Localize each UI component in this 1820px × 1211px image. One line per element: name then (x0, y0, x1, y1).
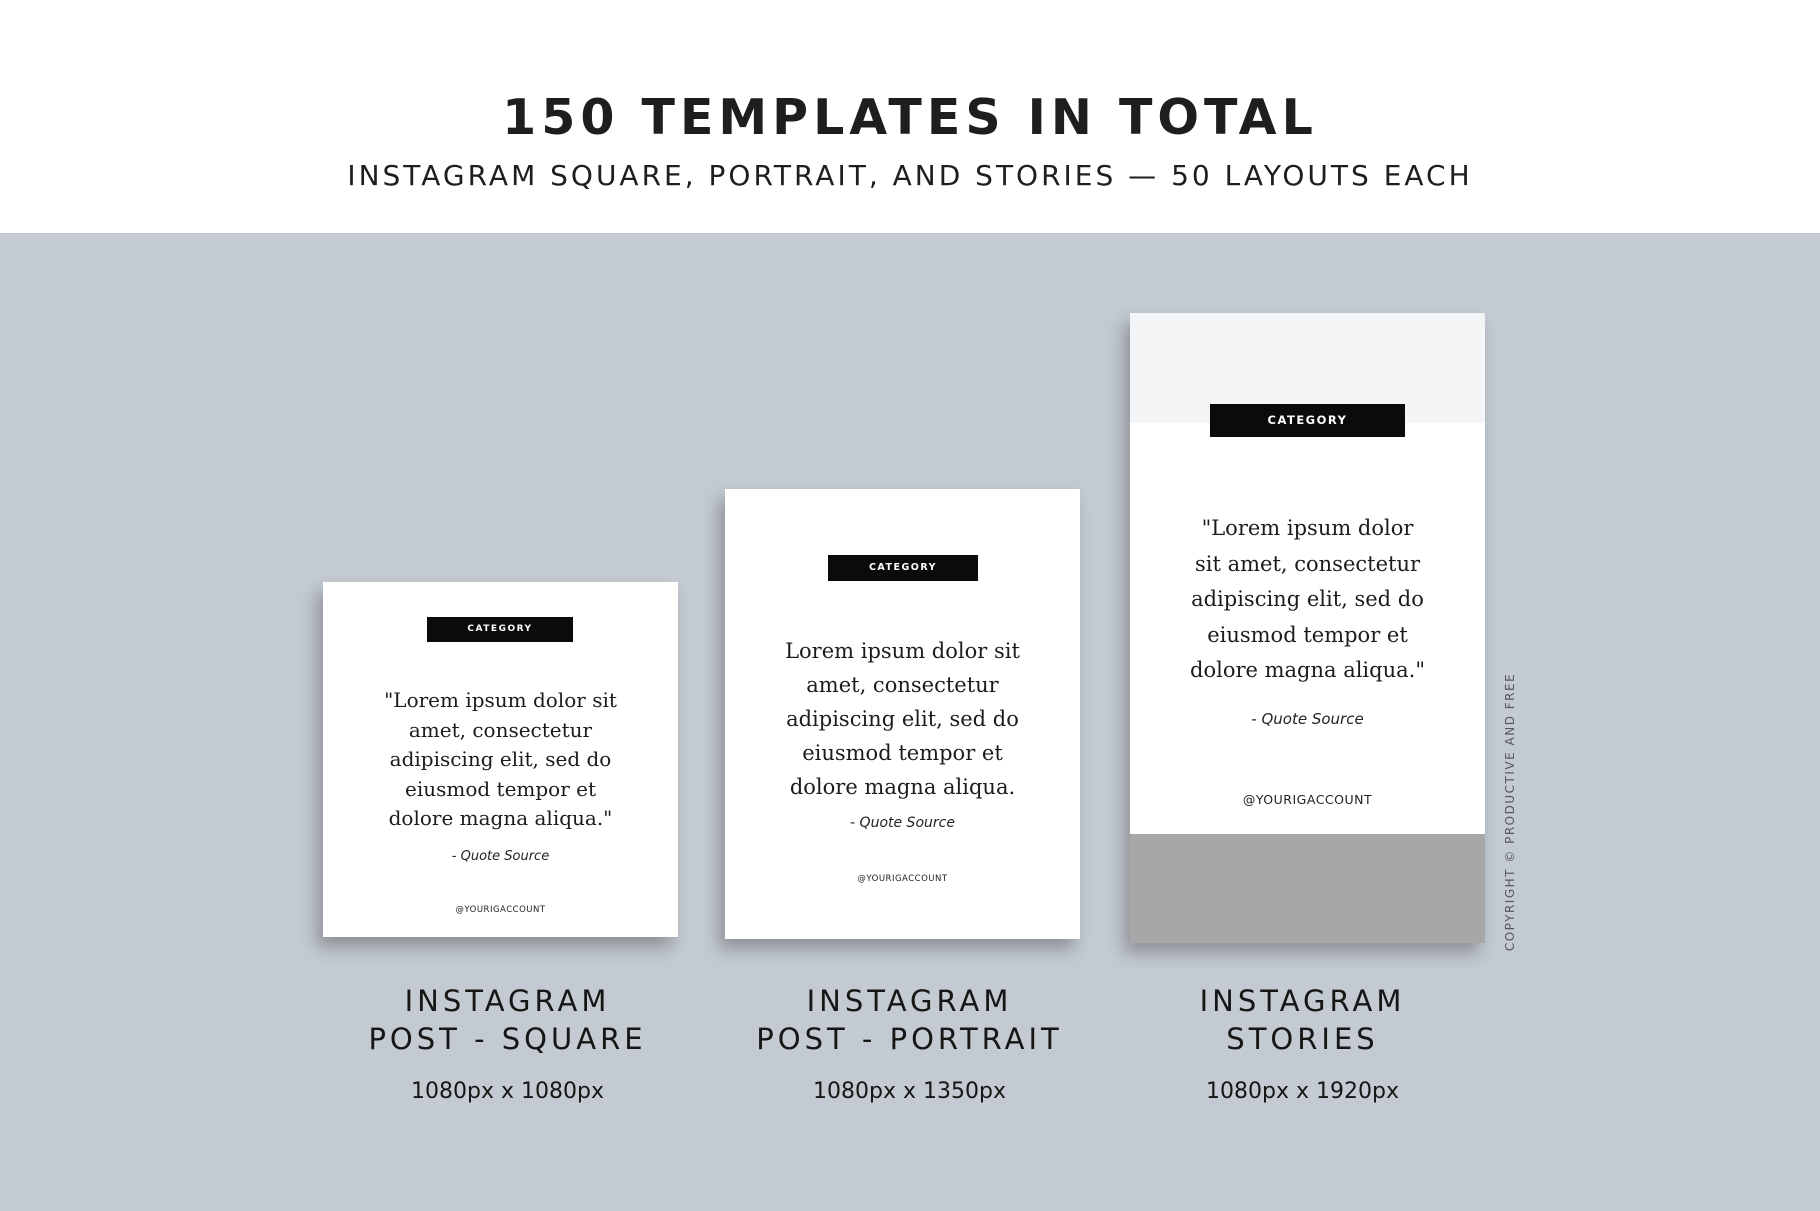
account-handle: @YOURIGACCOUNT (455, 905, 546, 915)
quote-source: - Quote Source (850, 815, 955, 831)
label-line-2: STORIES (1226, 1022, 1379, 1056)
quote-text: "Lorem ipsum dolor sit amet, consectetur adipiscing elit, sed do eiusmod tempor et dolore magna aliqua." (384, 688, 617, 830)
account-handle: @YOURIGACCOUNT (857, 874, 948, 884)
label-line-1: INSTAGRAM (404, 984, 611, 1018)
account-handle: @YOURIGACCOUNT (1242, 792, 1373, 807)
dimensions-stories: 1080px x 1920px (1206, 1079, 1399, 1104)
quote-source: - Quote Source (451, 849, 550, 864)
dimensions-square: 1080px x 1080px (411, 1079, 604, 1104)
template-label-stories (1125, 982, 1480, 1058)
quote-text: Lorem ipsum dolor sit amet, consectetur adipiscing elit, sed do eiusmod tempor et dolore magna aliqua. (785, 639, 1020, 799)
header (0, 0, 1820, 233)
quote-source: - Quote Source (1251, 710, 1364, 728)
label-line-1: INSTAGRAM (806, 984, 1013, 1018)
label-line-2: POST - PORTRAIT (756, 1022, 1063, 1056)
category-tag: CATEGORY (427, 617, 573, 642)
page-title: 150 TEMPLATES IN TOTAL (502, 89, 1318, 146)
label-line-1: INSTAGRAM (1199, 984, 1406, 1018)
template-label-square (330, 982, 685, 1058)
quote-text: "Lorem ipsum dolor sit amet, consectetur adipiscing elit, sed do eiusmod tempor et dolore magna aliqua." (1190, 516, 1425, 682)
category-tag: CATEGORY (828, 555, 978, 581)
preview-stage (0, 233, 1820, 1211)
square-template-card (323, 582, 678, 937)
template-label-portrait (732, 982, 1087, 1058)
page-subtitle: INSTAGRAM SQUARE, PORTRAIT, AND STORIES — 50 LAYOUTS EACH (347, 159, 1473, 192)
portrait-template-card (725, 489, 1080, 939)
label-line-2: POST - SQUARE (368, 1022, 647, 1056)
dimensions-portrait: 1080px x 1350px (813, 1079, 1006, 1104)
category-tag: CATEGORY (1210, 404, 1405, 437)
stories-bottom-band (1130, 834, 1485, 943)
stories-template-card (1130, 313, 1485, 943)
copyright-notice: COPYRIGHT © PRODUCTIVE AND FREE (1503, 672, 1517, 952)
